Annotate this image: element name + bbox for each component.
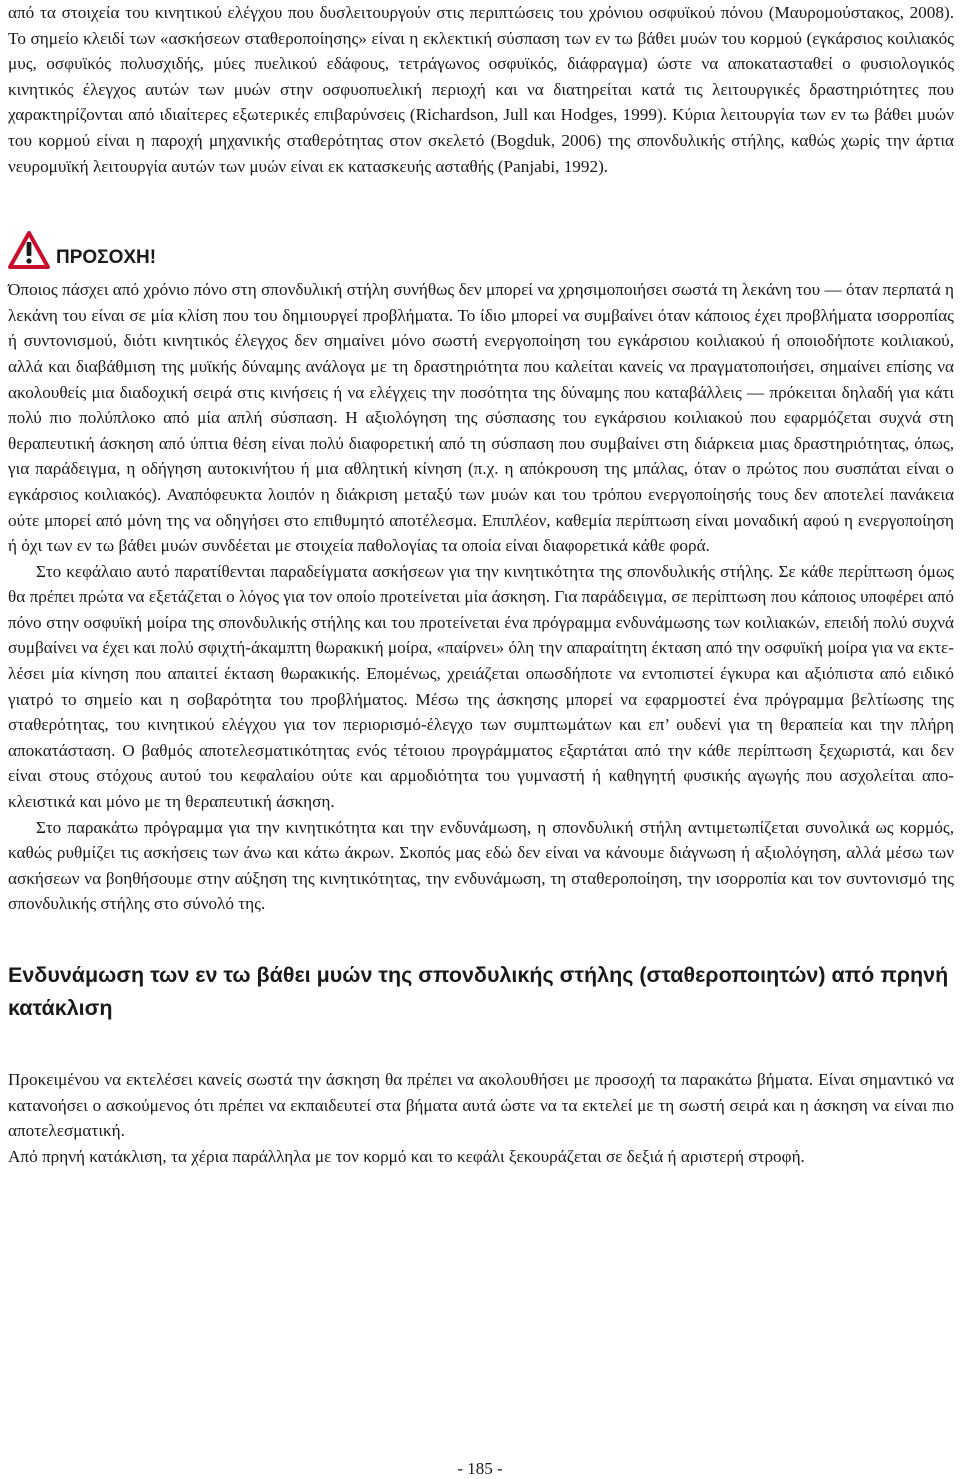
- warning-callout: [8, 229, 954, 269]
- body-paragraph: Από πρηνή κατάκλιση, τα χέρια παράλληλα με τον κορμό και το κεφάλι ξεκουράζεται σε δεξιά ή αριστερή στροφή.: [8, 1146, 805, 1166]
- page-number: - 185 -: [457, 1459, 503, 1478]
- warning-triangle-icon: [8, 231, 50, 269]
- warning-label: ΠΡΟΣΟΧΗ!: [56, 247, 157, 269]
- section-heading: Ενδυνάμωση των εν τω βάθει μυών της σπονδυλικής στήλης (σταθεροποιητών) από πρηνή κατάκλιση: [8, 963, 949, 1020]
- warning-text: Όποιος πάσχει από χρόνιο πόνο στη σπονδυλική στήλη συνήθως δεν μπορεί να χρησιμοποιήσει σωστά τη λεκάνη του — όταν περπατά η λεκάνη του είναι σε μία κλίση που του δημιουργεί προβλήματα. Το ίδιο μπορεί να συμβαίνει όταν κάποιος έχει προβλήματα ισορροπίας ή συντονισμού, διότι κινητικός έλεγχος δεν σημαίνει μόνο σωστή ενεργοποίηση του εγκάρσιου κοιλιακού ή οποιοδήποτε κοιλιακού, αλλά και διαβάθμιση της μυϊκής δύναμης ανάλογα με τη δραστηριότητα που καλείται κανείς να πραγματοποιήσει, σημαίνει επίσης να ακολουθείς μια διαδοχική σειρά στις κινήσεις ή να ελέγχεις την ποσότητα της δύναμης που καταβάλλεις — πρόκειται δηλαδή για κάτι πολύ πιο πολύπλοκο από μία απλή σύσπαση. Η αξιολόγηση της σύσπασης του εγκάρσιου κοιλιακού που εφαρμόζεται συχνά στη θεραπευτική άσκηση από ύπτια θέση είναι πολύ διαφορετική από τη σύσπαση που συμβαίνει στη διάρκεια μιας δραστηριότητας, όπως, για παράδειγμα, η οδήγηση αυτοκινήτου ή μια αθλητική κίνηση (π.χ. η απόκρουση της μπάλας, όταν ο πρώτος που συσπάται είναι ο εγκάρσιος κοιλιακός). Αναπόφευκτα λοιπόν η διάκριση μεταξύ των μυών και του τρόπου ενεργοποίησής τους δεν αποτελεί πανάκεια ούτε μπορεί από μόνη της να οδηγήσει στο επιθυμητό αποτέλεσμα. Επιπλέον, καθεμία περίπτωση είναι μοναδική αφού η ενεργοποίηση ή όχι των εν τω βάθει μυών συνδέεται με στοιχεία παθολογίας τα οποία είναι διαφορετικά κάθε φορά.: [8, 280, 954, 556]
- body-paragraph: Στο κεφάλαιο αυτό παρατίθενται παραδείγματα ασκήσεων για την κινητικότητα της σπονδυλικής στήλης. Σε κάθε περίπτωση όμως θα πρέπει πρώτα να εξετάζεται ο λόγος για τον οποίο προτείνεται μία άσκηση. Για παράδειγμα, σε περίπτωση που κάποιος υποφέρει από πόνο στην οσφυϊκή μοίρα της σπονδυλικής στήλης και του προτείνεται ένα πρόγραμμα ενδυνάμωσης των κοιλιακών, επειδή πολύ συχνά συμβαίνει να έχει και πολύ σφιχτή-άκαμπτη θωρακική μοίρα, «παίρνει» όλη την απαραίτητη έκταση από την οσφυϊκή μοίρα για να εκτελέσει μία κίνηση που απαιτεί έκταση θωρακικής. Επομένως, χρειάζεται οπωσδήποτε να εντοπιστεί έγκυρα και αξιόπιστα από ειδικό γιατρό το σημείο και η σοβαρότητα του προβλήματος. Μέσω της άσκησης μπορεί να εφαρμοστεί ένα πρόγραμμα βελτίωσης της σταθερότητας, του κινητικού ελέγχου για τον περιορισμό-έλεγχο των συμπτωμάτων και επ’ ουδενί για τη θεραπεία και την πλήρη αποκατάσταση. Ο βαθμός αποτελεσματικότητας ενός τέτοιου προγράμματος εξαρτάται από την κάθε περίπτωση ξεχωριστά, και δεν είναι στους στόχους αυτού του κεφαλαίου ούτε και αρμοδιότητα του γυμναστή ή καθηγητή φυσικής αγωγής που ασχολείται αποκλειστικά και μόνο με τη θεραπευτική άσκηση.: [8, 561, 954, 812]
- body-paragraph: Στο παρακάτω πρόγραμμα για την κινητικότητα και την ενδυνάμωση, η σπονδυλική στήλη αντιμετωπίζεται συνολικά ως κορμός, καθώς ρυθμίζει τις ασκήσεις των άνω και κάτω άκρων. Σκοπός μας εδώ δεν είναι να κάνουμε διάγνωση ή αξιολόγηση, αλλά μέσω των ασκήσεων να βοηθήσουμε στην αύξηση της κινητικότητας, την ενδυνάμωση, τη σταθεροποίηση, την ισορροπία και τον συντονισμό της σπονδυλικής στήλης στο σύνολό της.: [8, 817, 954, 914]
- body-paragraph: Προκειμένου να εκτελέσει κανείς σωστά την άσκηση θα πρέπει να ακολουθήσει με προσοχή τα παρακάτω βήματα. Είναι σημαντικό να κατανοήσει ο ασκούμενος ότι πρέπει να εκπαιδευτεί στα βήματα αυτά ώστε να τα εκτελεί με τη σωστή σειρά και η άσκηση να είναι πιο αποτελεσματική.: [8, 1070, 954, 1141]
- intro-paragraph: από τα στοιχεία του κινητικού ελέγχου που δυσλειτουργούν στις περιπτώσεις του χρόνιου οσφυϊκού πόνου (Μαυρομούστακος, 2008). Το σημείο κλειδί των «ασκήσεων σταθεροποίησης» είναι η εκλεκτική σύσπαση των εν τω βάθει μυών του κορμού (εγκάρσιος κοιλιακός μυς, οσφυϊκός πολυσχιδής, μύες πυελικού εδάφους, τετράγωνος οσφυϊκός, διάφραγμα) ώστε να αποκατασταθεί ο φυσιολογικός κινητικός έλεγχος αυτών των μυών στην οσφυοπυελική περιοχή και να διατηρείται κατά τις λειτουργικές δραστηριότητες που χαρακτηρίζονται από ιδιαίτερες εξωτερικές επιβαρύνσεις (Richardson, Jull και Hodges, 1999). Κύρια λειτουργία των εν τω βάθει μυών του κορμού είναι η παροχή μηχανικής σταθερότητας στον σκελετό (Bogduk, 2006) της σπονδυλικής στήλης, καθώς χωρίς την άρτια νευρομυϊκή λειτουργία αυτών των μυών είναι εκ κατασκευής ασταθής (Panjabi, 1992).: [8, 3, 954, 176]
